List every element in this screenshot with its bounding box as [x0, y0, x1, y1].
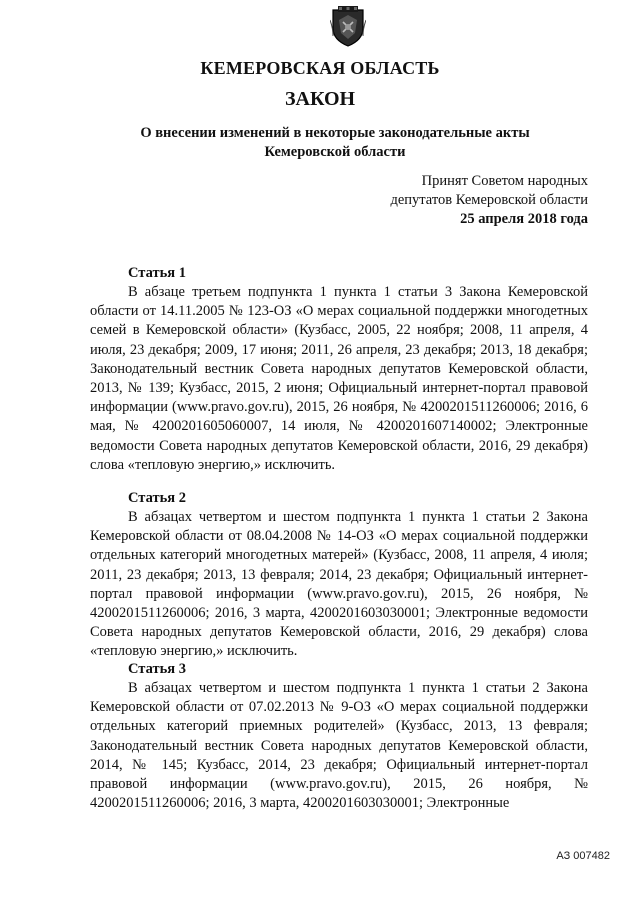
article-title: Статья 1: [128, 265, 186, 281]
adoption-date: 25 апреля 2018 года: [460, 211, 588, 227]
region-name: КЕМЕРОВСКАЯ ОБЛАСТЬ: [200, 58, 440, 78]
article-text: В абзаце третьем подпункта 1 пункта 1 статьи 3 Закона Кемеровской области от 14.11.2005 № 123-ОЗ «О мерах социальной поддержки многодетных семей в Кемеровской области» (Кузбасс, 2005, 22 ноября; 2008, 11 апреля, 4 июля, 23 декабря; 2009, 17 июня; 2011, 26 апреля, 23 декабря; 2013, 18 декабря; Законодательный вестник Совета народных депутатов Кемеровской области, 2013, № 139; Кузбасс, 2015, 2 июня; Официальный интернет-портал правовой информации (www.pravo.gov.ru), 2015, 26 ноября, № 4200201511260006; 2016, 6 мая, № 4200201605060007, 14 июля, № 4200201607140002; Электронные ведомости Совета народных депутатов Кемеровской области, 2016, 29 декабря) слова «тепловую энергию,» исключить.: [90, 284, 588, 473]
article-3: [90, 660, 588, 813]
article-1: [90, 264, 588, 475]
article-title: Статья 2: [128, 490, 186, 506]
article-title: Статья 3: [128, 661, 186, 677]
article-text: В абзацах четвертом и шестом подпункта 1 пункта 1 статьи 2 Закона Кемеровской области от 08.04.2008 № 14-ОЗ «О мерах социальной поддержки отдельных категорий многодетных матерей» (Кузбасс, 2008, 11 апреля, 4 июля; 2011, 23 декабря; 2013, 13 февраля; 2014, 23 декабря; Официальный интернет-портал правовой информации (www.pravo.gov.ru), 2015, 26 ноября, № 4200201511260006; 2016, 3 марта, 4200201603030001; Электронные ведомости Совета народных депутатов Кемеровской области, 2016, 29 декабря) слова «тепловую энергию,» исключить.: [90, 509, 588, 660]
subject-line-2: Кемеровской области: [264, 144, 406, 160]
document-type: ЗАКОН: [284, 88, 356, 110]
article-text: В абзацах четвертом и шестом подпункта 1 пункта 1 статьи 2 Закона Кемеровской области от 07.02.2013 № 9-ОЗ «О мерах социальной поддержки отдельных категорий приемных родителей» (Кузбасс, 2013, 13 февраля; Законодательный вестник Совета народных депутатов Кемеровской области, 2014, № 145; Кузбасс, 2014, 23 декабря; Официальный интернет-портал правовой информации (www.pravo.gov.ru), 2015, 26 ноября, № 4200201511260006; 2016, 3 марта, 4200201603030001; Электронные: [90, 680, 588, 812]
adoption-line-1: Принят Советом народных: [421, 173, 588, 189]
adoption-block: [288, 172, 588, 229]
kemerovo-coat-of-arms-icon: [330, 6, 366, 48]
article-2: [90, 489, 588, 662]
adoption-line-2: депутатов Кемеровской области: [390, 192, 588, 208]
subject-line-1: О внесении изменений в некоторые законодательные акты: [140, 125, 530, 141]
law-subject: [60, 124, 610, 162]
form-serial-number: АЗ 007482: [556, 850, 610, 862]
